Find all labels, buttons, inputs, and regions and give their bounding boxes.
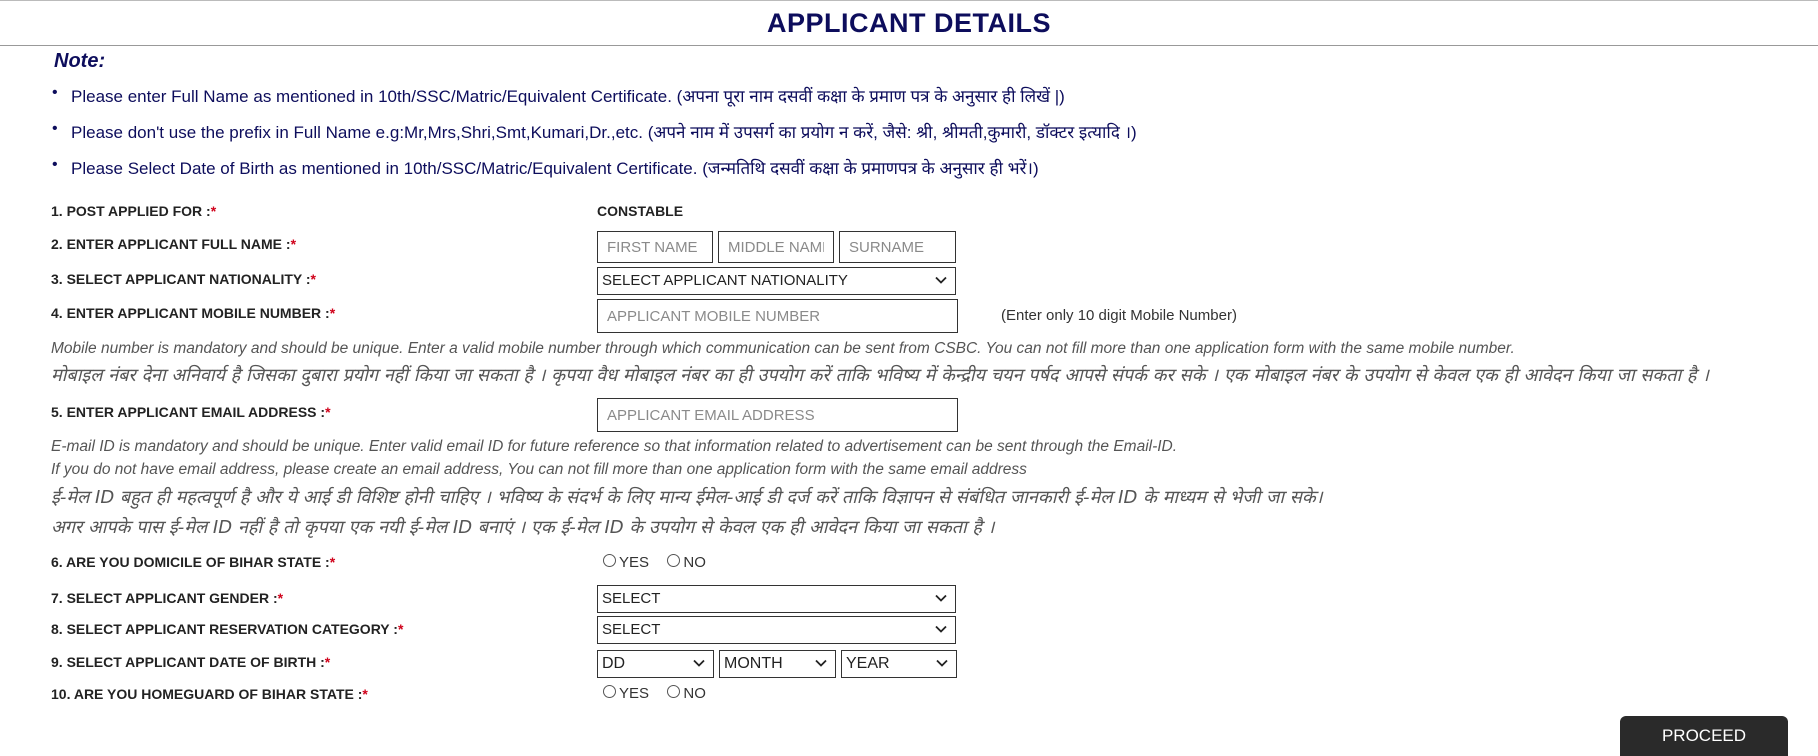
required-mark: * [397, 621, 404, 637]
category-select[interactable] [597, 616, 956, 644]
email-info-en-2: If you do not have email address, please create an email address, You can not fill more than one application form with the same email address [51, 461, 1027, 478]
surname-input[interactable] [839, 231, 956, 263]
category-label-text: 8. SELECT APPLICANT RESERVATION CATEGORY : [51, 621, 398, 637]
homeguard-label [51, 686, 368, 702]
domicile-label [51, 554, 335, 570]
post-label-text: 1. POST APPLIED FOR : [51, 203, 211, 219]
domicile-yes-label: YES [619, 554, 650, 571]
gender-select-value: SELECT [602, 590, 661, 607]
name-label [51, 236, 296, 252]
gender-label [51, 590, 283, 606]
required-mark: * [290, 236, 297, 252]
domicile-radio-group [603, 554, 706, 571]
note-item [50, 156, 1039, 179]
note-item-text: Please Select Date of Birth as mentioned in 10th/SSC/Matric/Equivalent Certificate. (जन्मतिथि दसवीं कक्षा के प्रमाणपत्र के अनुसार ही भरें।) [71, 159, 1039, 178]
required-mark: * [325, 404, 331, 420]
email-info-en-1: E-mail ID is mandatory and should be unique. Enter valid email ID for future reference so that information related to advertisement can be sent through the Email-ID. [51, 438, 1178, 455]
email-label-text: 5. ENTER APPLICANT EMAIL ADDRESS : [51, 404, 326, 420]
chevron-down-icon [933, 272, 949, 288]
note-title: Note: [54, 50, 106, 72]
category-label [51, 621, 403, 637]
mobile-info-en: Mobile number is mandatory and should be unique. Enter a valid mobile number through which communication can be sent from CSBC. You can not fill more than one application form with the same mobile number. [51, 340, 1515, 357]
category-select-value: SELECT [602, 621, 661, 638]
chevron-down-icon [934, 655, 950, 671]
note-item-text: Please don't use the prefix in Full Name e.g:Mr,Mrs,Shri,Smt,Kumari,Dr.,etc. (अपने नाम में उपसर्ग का प्रयोग न करें, जैसे: श्री, श्रीमती,कुमारी, डॉक्टर इत्यादि ।) [71, 123, 1137, 142]
middle-name-input[interactable] [718, 231, 834, 263]
required-mark: * [324, 654, 331, 670]
email-info-hi-1: ई-मेल ID बहुत ही महत्वपूर्ण है और ये आई डी विशिष्ट होनी चाहिए । भविष्य के संदर्भ के लिए मान्य ईमेल-आई डी दर्ज करें ताकि विज्ञापन से संबंधित जानकारी ई-मेल ID के माध्यम से भेजी जा सके। [51, 487, 1323, 508]
chevron-down-icon [691, 655, 707, 671]
email-label [51, 404, 331, 420]
required-mark: * [329, 305, 336, 321]
email-input[interactable] [597, 398, 958, 432]
page-title: APPLICANT DETAILS [767, 8, 1051, 38]
required-mark: * [210, 203, 217, 219]
required-mark: * [329, 554, 336, 570]
required-mark: * [310, 271, 316, 287]
post-label [51, 203, 216, 219]
nationality-label-text: 3. SELECT APPLICANT NATIONALITY : [51, 271, 311, 287]
chevron-down-icon [933, 590, 949, 606]
first-name-input[interactable] [597, 231, 713, 263]
required-mark: * [362, 686, 368, 702]
dob-day-value: DD [602, 655, 626, 672]
mobile-info-hi: मोबाइल नंबर देना अनिवार्य है जिसका दुबारा प्रयोग नहीं किया जा सकता है । कृपया वैध मोबाइल नंबर का ही उपयोग करें ताकि भविष्य में केन्द्रीय चयन पर्षद आपसे संपर्क कर सके । एक मोबाइल नंबर के उपयोग से केवल एक ही आवेदन किया जा सकता है । [51, 365, 1709, 386]
domicile-yes-radio[interactable] [603, 554, 616, 567]
chevron-down-icon [933, 621, 949, 637]
homeguard-yes-radio[interactable] [603, 685, 616, 698]
note-item-text: Please enter Full Name as mentioned in 10th/SSC/Matric/Equivalent Certificate. (अपना पूरा नाम दसवीं कक्षा के प्रमाण पत्र के अनुसार ही लिखें |) [71, 87, 1065, 106]
page-header [0, 0, 1818, 46]
note-item [50, 84, 1065, 107]
dob-day-select[interactable] [597, 650, 714, 678]
domicile-label-text: 6. ARE YOU DOMICILE OF BIHAR STATE : [51, 554, 330, 570]
dob-label [51, 654, 330, 670]
name-label-text: 2. ENTER APPLICANT FULL NAME : [51, 236, 291, 252]
domicile-no-label: NO [683, 554, 706, 571]
nationality-select-value: SELECT APPLICANT NATIONALITY [602, 272, 848, 289]
homeguard-yes-label: YES [619, 685, 650, 702]
nationality-select[interactable] [597, 267, 956, 295]
proceed-button[interactable]: PROCEED [1620, 716, 1788, 756]
dob-month-select[interactable] [719, 650, 836, 678]
dob-year-value: YEAR [846, 655, 890, 672]
homeguard-no-radio[interactable] [667, 685, 680, 698]
gender-label-text: 7. SELECT APPLICANT GENDER : [51, 590, 278, 606]
homeguard-radio-group [603, 685, 706, 702]
mobile-hint: (Enter only 10 digit Mobile Number) [1001, 307, 1237, 324]
dob-year-select[interactable] [841, 650, 957, 678]
required-mark: * [277, 590, 284, 606]
homeguard-label-text: 10. ARE YOU HOMEGUARD OF BIHAR STATE : [51, 686, 363, 702]
mobile-label-text: 4. ENTER APPLICANT MOBILE NUMBER : [51, 305, 330, 321]
dob-label-text: 9. SELECT APPLICANT DATE OF BIRTH : [51, 654, 325, 670]
mobile-label [51, 305, 335, 321]
homeguard-no-label: NO [683, 685, 706, 702]
post-value: CONSTABLE [597, 203, 684, 219]
chevron-down-icon [813, 655, 829, 671]
domicile-no-radio[interactable] [667, 554, 680, 567]
note-item [50, 120, 1137, 143]
gender-select[interactable] [597, 585, 956, 613]
nationality-label [51, 271, 316, 287]
mobile-number-input[interactable] [597, 299, 958, 333]
email-info-hi-2: अगर आपके पास ई-मेल ID नहीं है तो कृपया एक नयी ई-मेल ID बनाएं । एक ई-मेल ID के उपयोग से केवल एक ही आवेदन किया जा सकता है । [51, 517, 995, 538]
dob-month-value: MONTH [724, 655, 783, 672]
